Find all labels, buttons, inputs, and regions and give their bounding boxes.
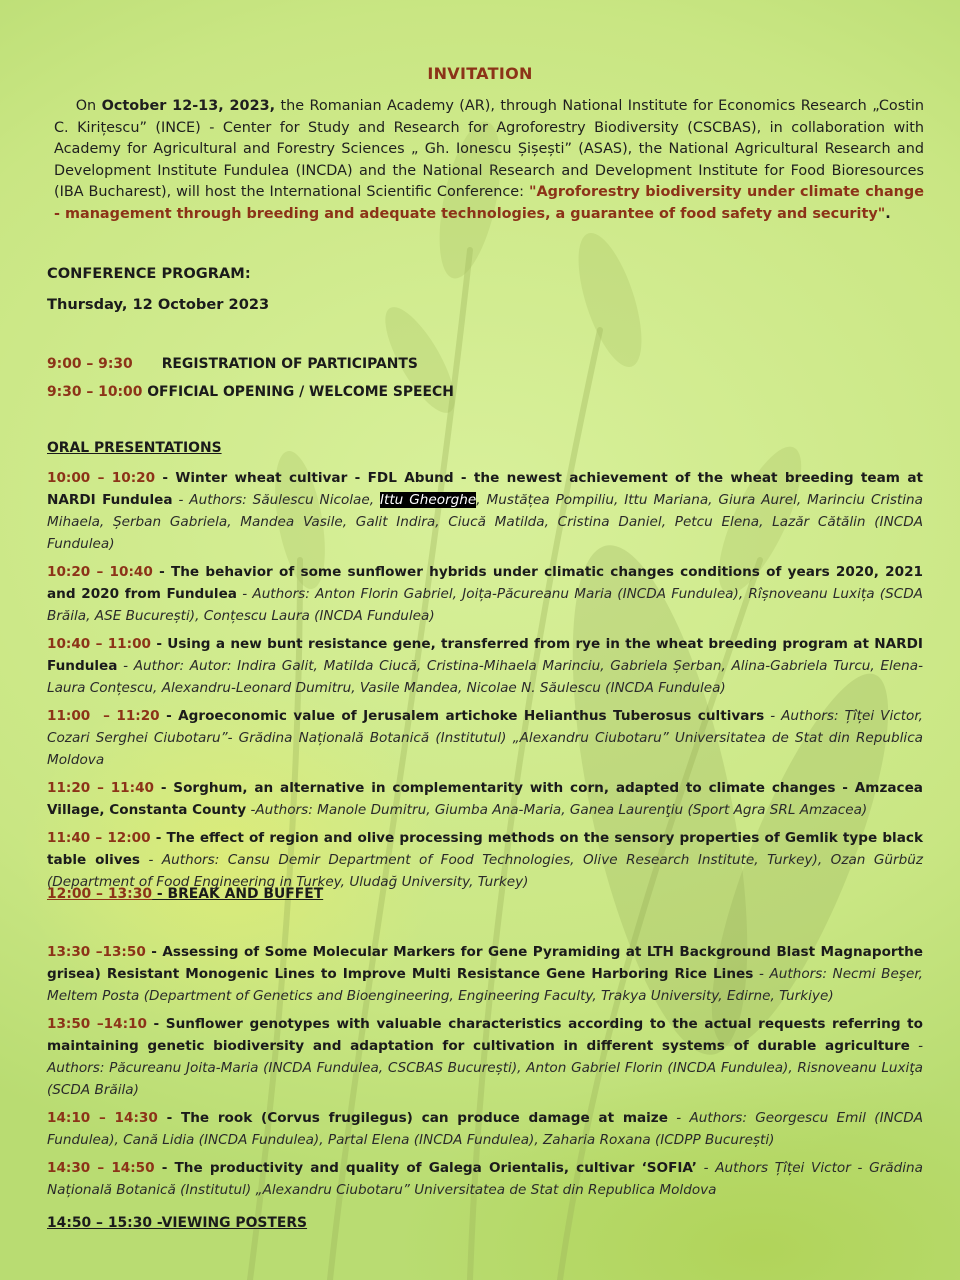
program-day: Thursday, 12 October 2023 [47,296,270,313]
presentation-authors: - Authors: Necmi Beşer, Meltem Posta (Department of Genetics and Bioengineering, Engineering Faculty, Trakya University, Edirne, Turkiye) [47,966,923,1004]
presentation-title: - Winter wheat cultivar - FDL Abund - the newest achievement of the wheat breeding team at NARDI Fundulea [47,470,923,508]
list-item [47,1013,923,1101]
presentation-time: 14:30 – 14:50 [47,1160,155,1176]
break-label: - BREAK AND BUFFET [152,886,324,902]
presentation-title: - Sunflower genotypes with valuable characteristics according to the actual requests referring to maintaining genetic biodiversity and adaptation for cultivation in different systems of durable agriculture [47,1016,923,1054]
presentation-authors: - Authors: Cansu Demir Department of Food Technologies, Olive Research Institute, Turkey), Ozan Gürbüz (Department of Food Engineering in Turkey, Uludağ University, Turkey) [47,852,923,890]
list-item [47,827,923,893]
presentation-title: - Assessing of Some Molecular Markers for Gene Pyramiding at LTH Background Blast Magnaporthe grisea) Resistant Monogenic Lines to Improve Multi Resistance Gene Harboring Rice Lines [47,944,924,982]
conference-date: October 12-13, 2023, [101,98,276,114]
presentation-authors: - Authors: Păcureanu Joita-Maria (INCDA Fundulea, CSCBAS București), Anton Gabriel Florin (INCDA Fundulea), Risnoveanu Luxiţa (SCDA Brăila) [47,1038,923,1098]
list-item [47,633,923,699]
presentation-title: - The rook (Corvus frugilegus) can produce damage at maize [157,1110,668,1126]
schedule-label: REGISTRATION OF PARTICIPANTS [161,356,418,372]
list-item [47,941,923,1007]
schedule-opening [47,384,454,400]
highlighted-author: Ittu Gheorghe [380,492,477,508]
list-item [47,467,923,555]
oral-presentations-heading: ORAL PRESENTATIONS [47,440,222,456]
list-item [47,1157,923,1201]
intro-lead: On [75,98,102,114]
page-title: INVITATION [427,64,533,83]
presentation-title: - Sorghum, an alternative in complementarity with corn, adapted to climate changes - Amzacea Village, Constanta County [47,780,923,818]
conference-title: "Agroforestry biodiversity under climate change - management through breeding and adequate technologies, a guarantee of food safety and security" [54,184,924,222]
presentation-authors: - Author: Autor: Indira Galit, Matilda Ciucă, Cristina-Mihaela Marinciu, Gabriela Șerban, Alina-Gabriela Turcu, Elena-Laura Conțescu, Alexandru-Leonard Dumitru, Vasile Mandea, Nicolae N. Săulescu (INCDA Fundulea) [47,658,923,696]
presentation-authors-rest: , Mustățea Pompiliu, Ittu Mariana, Giura Aurel, Marinciu Cristina Mihaela, Șerban Gabriela, Mandea Vasile, Galit Indira, Ciucă Matilda, Cristina Daniel, Petcu Elena, Lazăr Cătălin (INCDA Fundulea) [47,492,923,552]
presentation-authors: - Authors: Săulescu Nicolae, [172,492,381,508]
presentation-time: 10:40 – 11:00 [47,636,151,652]
presentation-authors: - Authors: Țîței Victor, Cozari Serghei Ciubotaru”- Grădina Națională Botanică (Institutul) „Alexandru Ciubotaru” Universitatea de Stat din Republica Moldova [47,708,924,768]
list-item [47,1107,923,1151]
intro-paragraph [54,96,924,226]
intro-end: . [885,205,891,222]
presentation-authors: - Authors: Anton Florin Gabriel, Joița-Păcureanu Maria (INCDA Fundulea), Rîșnoveanu Luxița (SCDA Brăila, ASE București), Conțescu Laura (INCDA Fundulea) [47,586,923,624]
list-item [47,705,923,771]
schedule-registration [47,356,418,372]
presentation-title: - The productivity and quality of Galega Orientalis, cultivar ‘SOFIA’ [154,1160,697,1176]
viewing-posters: 14:50 – 15:30 -VIEWING POSTERS [47,1215,308,1231]
presentation-time: 13:50 –14:10 [47,1016,147,1032]
list-item [47,777,923,821]
presentation-time: 11:20 – 11:40 [47,780,154,796]
break-time: 12:00 – 13:30 [47,886,153,902]
presentation-time: 10:20 – 10:40 [47,564,153,580]
presentation-list [47,467,923,899]
presentation-time: 11:40 – 12:00 [47,830,151,846]
break-item [47,886,323,902]
schedule-time: 9:00 – 9:30 [47,356,162,372]
schedule-time: 9:30 – 10:00 [47,384,148,400]
presentation-list-afternoon [47,941,923,1207]
presentation-authors: - Authors Țîței Victor - Grădina Națională Botanică (Institutul) „Alexandru Ciubotaru” Universitatea de Stat din Republica Moldova [47,1160,923,1198]
presentation-authors: -Authors: Manole Dumitru, Giumba Ana-Maria, Ganea Laurenţiu (Sport Agra SRL Amzacea) [246,802,868,818]
presentation-time: 11:00 – 11:20 [47,708,160,724]
presentation-time: 10:00 – 10:20 [47,470,156,486]
presentation-title: - Using a new bunt resistance gene, transferred from rye in the wheat breeding program at NARDI Fundulea [47,636,923,674]
presentation-title: - The behavior of some sunflower hybrids under climatic changes conditions of years 2020, 2021 and 2020 from Fundulea [47,564,924,602]
presentation-title: - The effect of region and olive processing methods on the sensory properties of Gemlik type black table olives [47,830,923,868]
program-heading: CONFERENCE PROGRAM: [47,265,251,282]
presentation-time: 13:30 –13:50 [47,944,146,960]
presentation-time: 14:10 – 14:30 [47,1110,158,1126]
list-item [47,561,923,627]
presentation-title: - Agroeconomic value of Jerusalem artichoke Helianthus Tuberosus cultivars [159,708,765,724]
intro-body: the Romanian Academy (AR), through National Institute for Economics Research „Costin C. Kirițescu” (INCE) - Center for Study and Research for Agroforestry Biodiversity (CSCBAS), in collaboration with Academy for Agricultural and Forestry Sciences „ Gh. Ionescu Șișești” (ASAS), the National Agricultural Research and Development Institute Fundulea (INCDA) and the National Research and Development Institute for Food Bioresources (IBA Bucharest), will host the International Scientific Conference: [54,98,924,201]
schedule-label: OFFICIAL OPENING / WELCOME SPEECH [147,384,454,400]
presentation-authors: - Authors: Georgescu Emil (INCDA Fundulea), Cană Lidia (INCDA Fundulea), Partal Elena (INCDA Fundulea), Zaharia Roxana (ICDPP București) [47,1110,924,1148]
